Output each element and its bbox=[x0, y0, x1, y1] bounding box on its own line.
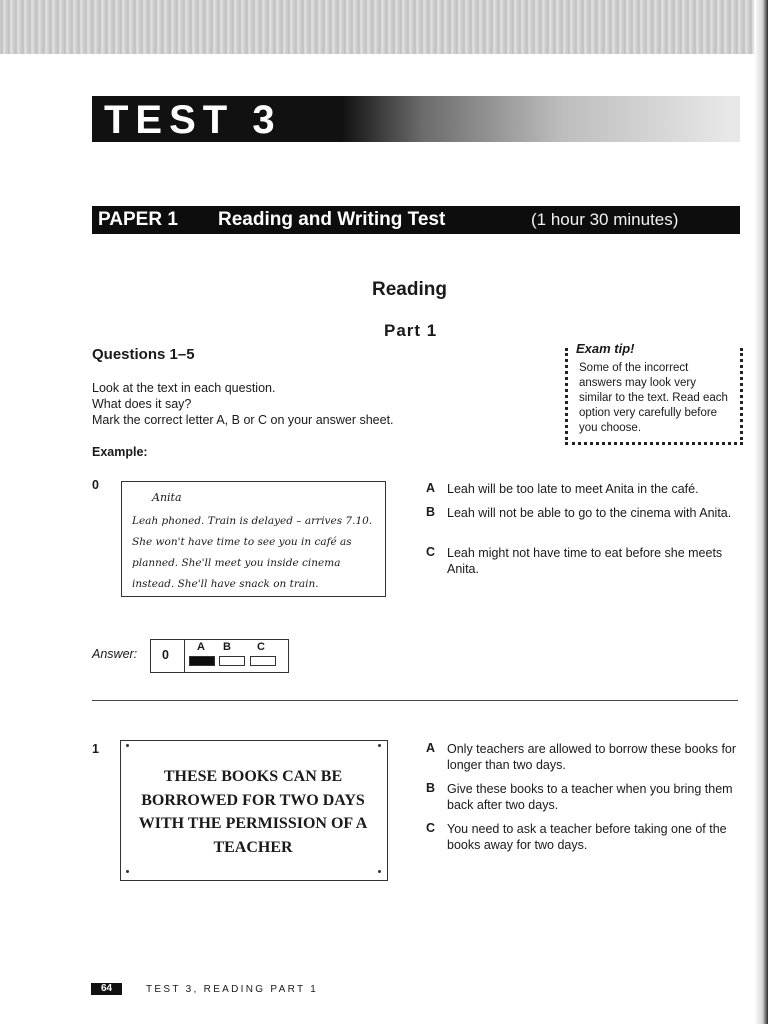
example-option-text: Leah will not be able to go to the cinema with Anita. bbox=[447, 506, 732, 520]
instruction-line: Look at the text in each question. bbox=[92, 381, 276, 395]
example-option-letter: C bbox=[426, 545, 436, 559]
paper-duration: (1 hour 30 minutes) bbox=[531, 210, 679, 229]
note-recipient: Anita bbox=[152, 491, 182, 504]
instruction-line: Mark the correct letter A, B or C on your answer sheet. bbox=[92, 413, 394, 427]
paper-title: Reading and Writing Test bbox=[218, 209, 446, 230]
question-number: 1 bbox=[92, 742, 99, 756]
paper-header-bar bbox=[92, 206, 740, 234]
screw-dot bbox=[378, 870, 381, 873]
section-title: Reading bbox=[372, 279, 447, 300]
paper-label: PAPER 1 bbox=[98, 209, 178, 230]
answer-letter: A bbox=[197, 641, 205, 653]
example-number: 0 bbox=[92, 478, 99, 492]
instruction-line: What does it say? bbox=[92, 397, 192, 411]
answer-label: Answer: bbox=[92, 647, 138, 661]
test-title: TEST 3 bbox=[104, 98, 282, 142]
screw-dot bbox=[126, 744, 129, 747]
question-option-text: You need to ask a teacher before taking one of the books away for two days. bbox=[447, 822, 727, 852]
question-option-text: Give these books to a teacher when you bring them back after two days. bbox=[447, 782, 733, 812]
scan-right-edge bbox=[754, 0, 768, 1024]
example-option-letter: B bbox=[426, 505, 436, 519]
notice-text: THESE BOOKS CAN BE BORROWED FOR TWO DAYS WITH THE PERMISSION OF A TEACHER bbox=[138, 768, 368, 856]
screw-dot bbox=[378, 744, 381, 747]
section-divider bbox=[92, 700, 738, 701]
example-label: Example: bbox=[92, 445, 148, 459]
screw-dot bbox=[126, 870, 129, 873]
answer-choice-a-filled[interactable] bbox=[189, 656, 215, 666]
exam-tip-text: Some of the incorrect answers may look very similar to the text. Read each option very carefully before you choose. bbox=[579, 362, 728, 434]
questions-title: Questions 1–5 bbox=[92, 346, 195, 363]
question-option-letter: B bbox=[426, 781, 436, 795]
footer-running-title: TEST 3, READING PART 1 bbox=[146, 984, 319, 995]
part-title: Part 1 bbox=[384, 321, 438, 340]
example-option-text: Leah will be too late to meet Anita in the café. bbox=[447, 482, 699, 496]
answer-letter: B bbox=[223, 641, 231, 653]
question-option-letter: C bbox=[426, 821, 436, 835]
answer-number: 0 bbox=[162, 648, 169, 662]
answer-choice-b[interactable] bbox=[219, 656, 245, 666]
example-option-letter: A bbox=[426, 481, 436, 495]
page-number: 64 bbox=[91, 983, 122, 995]
instructions bbox=[92, 380, 394, 428]
answer-grid-divider bbox=[184, 640, 185, 672]
question-option-text: Only teachers are allowed to borrow these books for longer than two days. bbox=[447, 742, 737, 772]
question-option-letter: A bbox=[426, 741, 436, 755]
scan-top-shadow bbox=[0, 0, 768, 54]
note-text: Leah phoned. Train is delayed – arrives 7.10. She won't have time to see you in café as planned. She'll meet you inside cinema instead. She'll have snack on train. bbox=[132, 515, 373, 590]
example-option-text: Leah might not have time to eat before she meets Anita. bbox=[447, 546, 723, 576]
answer-choice-c[interactable] bbox=[250, 656, 276, 666]
answer-letter: C bbox=[257, 641, 265, 653]
exam-tip-title: Exam tip! bbox=[572, 341, 639, 356]
